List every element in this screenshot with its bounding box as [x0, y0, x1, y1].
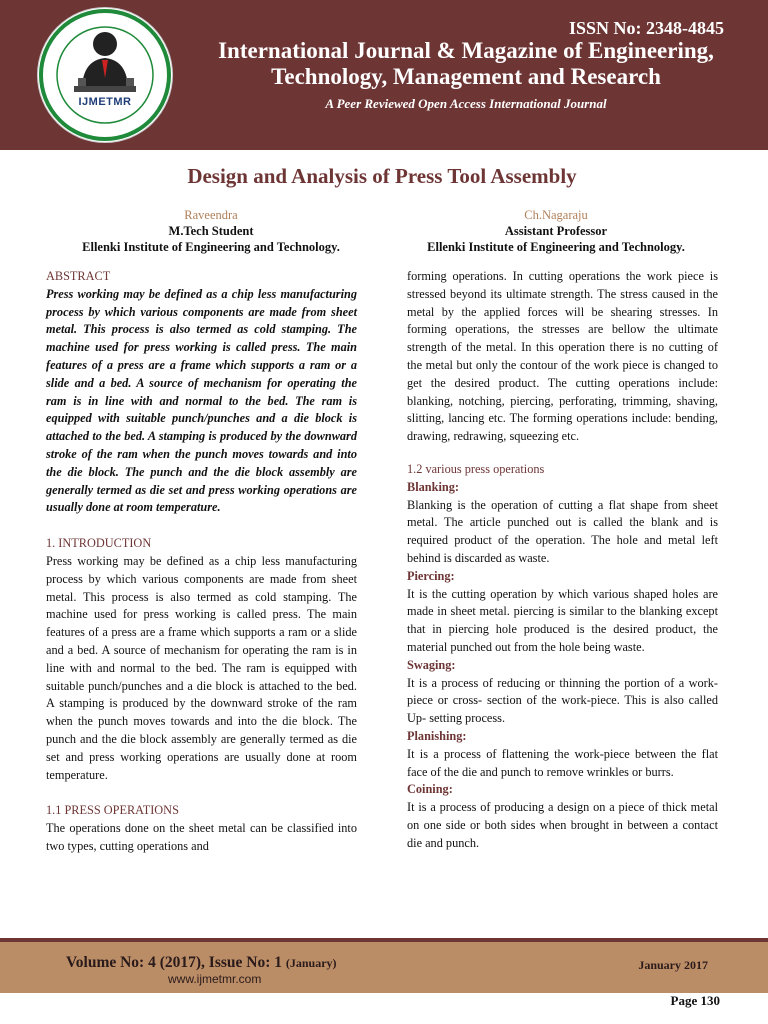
- author-block-1: [31, 207, 391, 255]
- author-name: Raveendra: [184, 208, 238, 222]
- volume-text: Volume No: 4 (2017), Issue No: 1: [66, 954, 282, 971]
- journal-url-link[interactable]: www.ijmetmr.com: [168, 972, 262, 986]
- journal-logo: [38, 8, 172, 142]
- author-role: Assistant Professor: [504, 224, 608, 238]
- volume-month: (January): [285, 956, 337, 970]
- abstract-heading: ABSTRACT: [46, 269, 111, 283]
- introduction-heading: 1. INTRODUCTION: [46, 536, 152, 551]
- author-institution: Ellenki Institute of Engineering and Technology.: [82, 240, 340, 254]
- press-operations-body: The operations done on the sheet metal can be classified into two types, cutting operations and: [46, 821, 357, 853]
- journal-title: [180, 38, 752, 90]
- logo-text: IJMETMR: [78, 96, 132, 108]
- journal-footer: [0, 938, 768, 993]
- introduction-body: Press working may be defined as a chip less manufacturing process by which various components are made from sheet metal. This process is also termed as cold stamping. The machine used for press working is called press. The main features of a press are a frame which supports a ram or a slide and a bed. A source of mechanism for operating the ram is in line with and normal to the bed. The ram is equipped with suitable punch/punches and a die block is attached to the bed. A stamping is produced by the downward stroke of the ram when the punch moves towards and into the die block. The punch and the die block assembly are generally termed as die set and press working operations are usually done at room temperature.: [46, 553, 357, 782]
- planishing-heading: Planishing:: [407, 728, 467, 743]
- coining-heading: Coining:: [407, 782, 453, 797]
- press-operations-heading: 1.1 PRESS OPERATIONS: [46, 803, 179, 818]
- piercing-heading: Piercing:: [407, 568, 455, 583]
- coining-body: It is a process of producing a design on a piece of thick metal on one side or both sides when brought in between a contact die and punch.: [407, 800, 718, 850]
- logo-emblem-icon: [38, 8, 172, 142]
- page-number: Page 130: [670, 993, 720, 1008]
- author-name: Ch.Nagaraju: [524, 208, 588, 222]
- abstract-body: Press working may be defined as a chip less manufacturing process by which various components are made from sheet metal. This process is also termed as cold stamping. The machine used for press working is called press. The main features of a press are a frame which supports a ram or a slide and a bed. A source of mechanism for operating the ram is in line with and normal to the bed. The ram is equipped with suitable punch/punches and a die block is attached to the bed. A stamping is produced by the downward stroke of the ram when the punch moves towards and into the die block. The punch and the die block assembly are generally termed as die set and press working operations are usually done at room temperature.: [46, 286, 357, 515]
- author-block-2: [376, 207, 736, 255]
- swaging-body: It is a process of reducing or thinning the portion of a work-piece or cross- section of the work-piece. This is also called Up- setting process.: [407, 675, 718, 726]
- issue-date: January 2017: [638, 958, 708, 972]
- journal-header: [0, 0, 768, 150]
- journal-title-line2: Technology, Management and Research: [271, 64, 661, 89]
- author-role: M.Tech Student: [168, 224, 254, 238]
- paper-title: Design and Analysis of Press Tool Assembly: [187, 164, 577, 188]
- planishing-body: It is a process of flattening the work-piece between the flat face of the die and punch to remove wrinkles or burrs.: [407, 746, 718, 779]
- various-operations-heading: 1.2 various press operations: [407, 461, 545, 476]
- journal-title-line1: International Journal & Magazine of Engineering,: [218, 38, 714, 63]
- right-column: [407, 268, 718, 853]
- volume-issue: [66, 954, 337, 972]
- issn-number: ISSN No: 2348-4845: [568, 18, 724, 38]
- piercing-body: It is the cutting operation by which various shaped holes are made in sheet metal. piercing is similar to the blanking except that in piercing hole produced is the desired product, the material punched out from the hole being waste.: [407, 586, 718, 654]
- author-institution: Ellenki Institute of Engineering and Technology.: [427, 240, 685, 254]
- swaging-heading: Swaging:: [407, 657, 456, 672]
- left-column: [46, 268, 357, 856]
- forming-operations-body: forming operations. In cutting operations the work piece is stressed beyond its ultimate strength. The stress caused in the metal by the applied forces will be shearing stresses. In forming operations, the stresses are bellow the ultimate strength of the metal. In this operation there is no cutting of the metal but only the contour of the work piece is changed to get the desired product. The cutting operations include: blanking, notching, piercing, perforating, trimming, shaving, slitting, lancing etc. The forming operations include: bending, drawing, redrawing, squeezing etc.: [407, 269, 718, 444]
- journal-subtitle: A Peer Reviewed Open Access International Journal: [325, 96, 607, 111]
- blanking-heading: Blanking:: [407, 479, 459, 494]
- blanking-body: Blanking is the operation of cutting a flat shape from sheet metal. The article punched out is called the blank and is required product of the operation. The hole and metal left behind is discarded as waste.: [407, 497, 718, 565]
